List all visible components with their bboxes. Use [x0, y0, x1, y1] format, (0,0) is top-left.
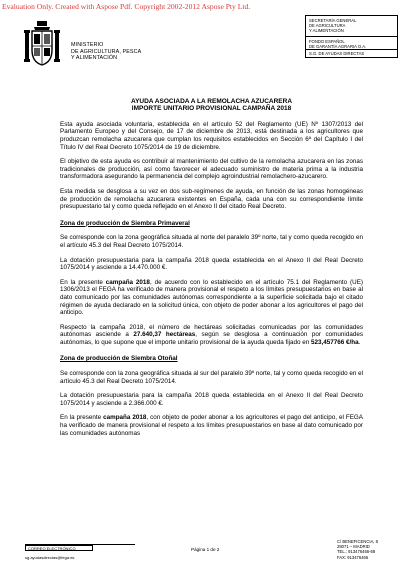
autumn-verification-paragraph: En la presente campaña 2018, con objeto de poder abonar a los agricultores el pago del anticipo, el FEGA ha verificado de manera provisional el respeto a los límites presupuestarios en base al dato comunicado por las comunidades autónomas	[60, 414, 363, 437]
objective-paragraph: El objetivo de esta ayuda es contribuir al mantenimiento del cultivo de la remolacha azucarera en las zonas tradicionales de producción, así como favorecer el adecuado suministro de materia prima a la industria transformadora asegurando la permanencia del complejo agroindustrial remolachero-azucarero.	[60, 158, 363, 181]
page-number: Página 1 de 2	[191, 547, 220, 552]
spring-verification-paragraph: En la presente campaña 2018, de acuerdo con lo establecido en el artículo 75.1 del Reglamento (UE) 1306/2013 el FEGA ha verificado de manera provisional el respeto a los límites presupuestarios en base al dato comunicado por las comunidades autónomas correspondiente a la superficie solicitada bajo el citado régimen de ayuda declarado en la solicitud única, con objeto de poder abonar a los agricultores el pago del anticipo.	[60, 278, 363, 317]
evaluation-watermark: Evaluation Only. Created with Aspose Pdf. Copyright 2002-2012 Aspose Pty Ltd.	[2, 2, 251, 11]
measure-paragraph: Esta medida se desglosa a su vez en dos sub-regímenes de ayuda, en función de las zonas homogéneas de producción de remolacha azucarera existentes en España, cada una con su correspondiente límite presupuestario tal y como queda reflejado en el Anexo II del citado Real Decreto.	[60, 187, 363, 211]
ministry-name: MINISTERIO DE AGRICULTURA, PESCA Y ALIMENTACIÓN	[71, 42, 142, 62]
agency-subdirectorate: S.G. DE AYUDAS DIRECTAS	[305, 50, 398, 58]
intro-paragraph: Esta ayuda asociada voluntaria, establecida en el artículo 52 del Reglamento (UE) Nº 1307/2013 del Parlamento Europeo y del Consejo, de 17 de diciembre de 2013, está destinada a los agricultores que produzcan remolacha azucarera que cumplan los requisitos establecidos en Sección 6ª del Capítulo I del Título IV del Real Decreto 1075/2014 de 19 de diciembre.	[60, 120, 363, 151]
coat-of-arms-icon	[23, 20, 61, 68]
autumn-budget-paragraph: La dotación presupuestaria para la campaña 2018 queda establecida en el Anexo II del Real Decreto 1075/2014 y asciende a 2.366.000 €.	[60, 392, 363, 407]
spring-hectares-paragraph: Respecto la campaña 2018, el número de hectáreas solicitadas comunicadas por las comunidades autónomas asciende a 27.640,37 hectáreas, según se desglosa a continuación por comunidades autónomas, lo que supone que el importe unitario provisional de la ayuda queda fijado en 523,457766 €/ha.	[60, 323, 363, 346]
email-link[interactable]: sg.ayudasdirectas@fega.es	[25, 555, 75, 560]
spring-budget-paragraph: La dotación presupuestaria para la campaña 2018 queda establecida en el Anexo II del Real Decreto 1075/2014 y asciende a 14.470.000 €.	[60, 256, 363, 272]
email-label: CORREO ELECTRÓNICO	[25, 545, 93, 551]
document-body	[60, 98, 363, 444]
autumn-zone-paragraph: Se corresponde con la zona geográfica situada al sur del paralelo 39º norte, tal y como queda recogido en el artículo 45.3 del Real Decreto 1075/2014.	[60, 370, 363, 385]
agency-fund: FONDO ESPAÑOL DE GARANTÍA AGRARIA O.A.	[305, 37, 398, 50]
spring-zone-paragraph: Se corresponde con la zona geográfica situada al norte del paralelo 39º norte, tal y como queda recogido en el artículo 45.3 del Real Decreto 1075/2014.	[60, 234, 363, 249]
postal-address: C/ BENEFICENCIA, 8 28071 – MADRID TEL.: 913476466-68 FAX: 913476465	[337, 539, 378, 560]
document-title: AYUDA ASOCIADA A LA REMOLACHA AZUCARERA IMPORTE UNITARIO PROVISIONAL CAMPAÑA 2018	[130, 98, 293, 113]
agency-box	[305, 15, 398, 58]
section-heading-spring: Zona de producción de Siembra Primaveral	[60, 219, 190, 227]
agency-secretariat: SECRETARÍA GENERAL DE AGRICULTURA Y ALIMENTACIÓN	[305, 15, 398, 37]
section-heading-autumn: Zona de producción de Siembra Otoñal	[60, 355, 178, 363]
